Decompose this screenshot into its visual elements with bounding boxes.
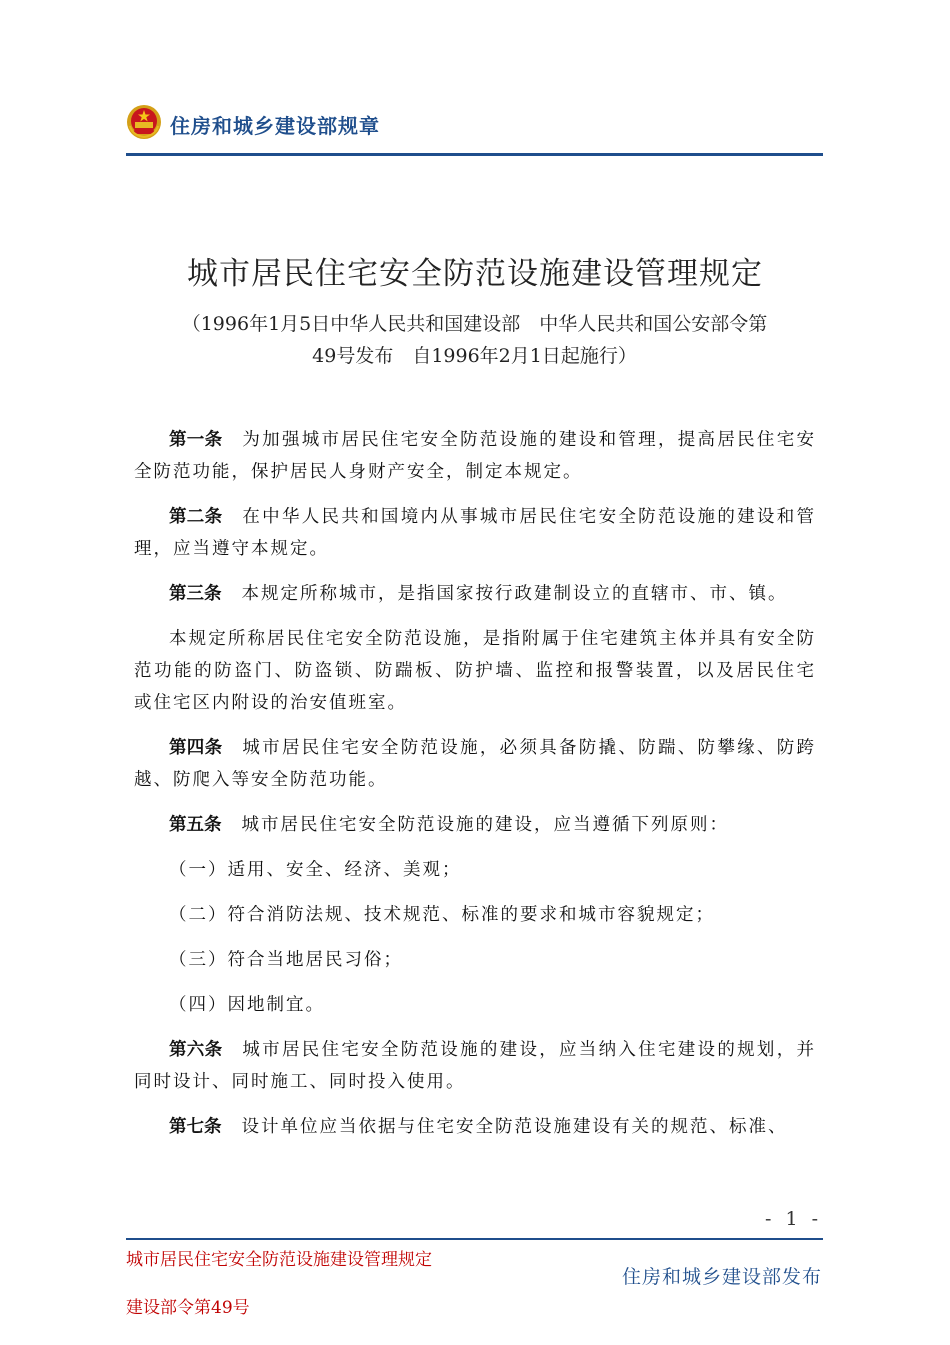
document-title: 城市居民住宅安全防范设施建设管理规定	[187, 256, 763, 292]
article-label: 第七条	[169, 1117, 222, 1137]
list-item	[134, 944, 816, 976]
article-label: 第三条	[169, 584, 222, 604]
article-text: 城市居民住宅安全防范设施的建设，应当纳入住宅建设的规划，并同时设计、同时施工、同时投入使用。	[134, 1040, 817, 1092]
article-paragraph	[134, 578, 816, 610]
article-text: 城市居民住宅安全防范设施的建设，应当遵循下列原则：	[241, 815, 729, 835]
article-text: 城市居民住宅安全防范设施，必须具备防撬、防踹、防攀缘、防跨越、防爬入等安全防范功能。	[134, 738, 817, 790]
article-text: 设计单位应当依据与住宅安全防范设施建设有关的规范、标准、	[241, 1117, 788, 1137]
article-label: 第六条	[169, 1040, 223, 1060]
footer-order-number: 建设部令第49号	[126, 1298, 250, 1318]
list-item	[134, 899, 816, 931]
footer-divider	[126, 1238, 823, 1240]
paragraph-text: 本规定所称居民住宅安全防范设施，是指附属于住宅建筑主体并具有安全防范功能的防盗门、防盗锁、防踹板、防护墙、监控和报警装置，以及居民住宅或住宅区内附设的治安值班室。	[134, 629, 816, 713]
article-label: 第四条	[169, 738, 223, 758]
article-paragraph	[134, 1111, 816, 1143]
article-paragraph	[134, 809, 816, 841]
article-label: 第一条	[169, 430, 223, 450]
list-item-text: （三）符合当地居民习俗；	[169, 950, 403, 970]
list-item-text: （二）符合消防法规、技术规范、标准的要求和城市容貌规定；	[169, 905, 715, 925]
list-item-text: （四）因地制宜。	[169, 995, 325, 1015]
subtitle-line-1: （1996年1月5日中华人民共和国建设部 中华人民共和国公安部令第	[181, 313, 768, 335]
header-title: 住房和城乡建设部规章	[170, 114, 380, 138]
article-paragraph	[134, 501, 816, 565]
article-text: 在中华人民共和国境内从事城市居民住宅安全防范设施的建设和管理，应当遵守本规定。	[134, 507, 817, 559]
list-item	[134, 989, 816, 1021]
page-number: - 1 -	[764, 1208, 822, 1230]
body-paragraph	[134, 623, 816, 719]
document-subtitle	[126, 308, 823, 372]
national-emblem-icon	[126, 104, 162, 140]
article-label: 第二条	[169, 507, 223, 527]
article-paragraph	[134, 732, 816, 796]
footer-document-name: 城市居民住宅安全防范设施建设管理规定	[126, 1250, 432, 1270]
page-header	[126, 104, 823, 144]
subtitle-line-2: 49号发布 自1996年2月1日起施行）	[312, 345, 637, 367]
article-label: 第五条	[169, 815, 222, 835]
article-text: 本规定所称城市，是指国家按行政建制设立的直辖市、市、镇。	[241, 584, 788, 604]
article-text: 为加强城市居民住宅安全防范设施的建设和管理，提高居民住宅安全防范功能，保护居民人身财产安全，制定本规定。	[134, 430, 817, 482]
footer-publisher: 住房和城乡建设部发布	[621, 1266, 822, 1288]
header-divider	[126, 153, 823, 156]
article-paragraph	[134, 424, 816, 488]
article-paragraph	[134, 1034, 816, 1098]
document-body	[134, 424, 816, 1156]
list-item	[134, 854, 816, 886]
list-item-text: （一）适用、安全、经济、美观；	[169, 860, 462, 880]
